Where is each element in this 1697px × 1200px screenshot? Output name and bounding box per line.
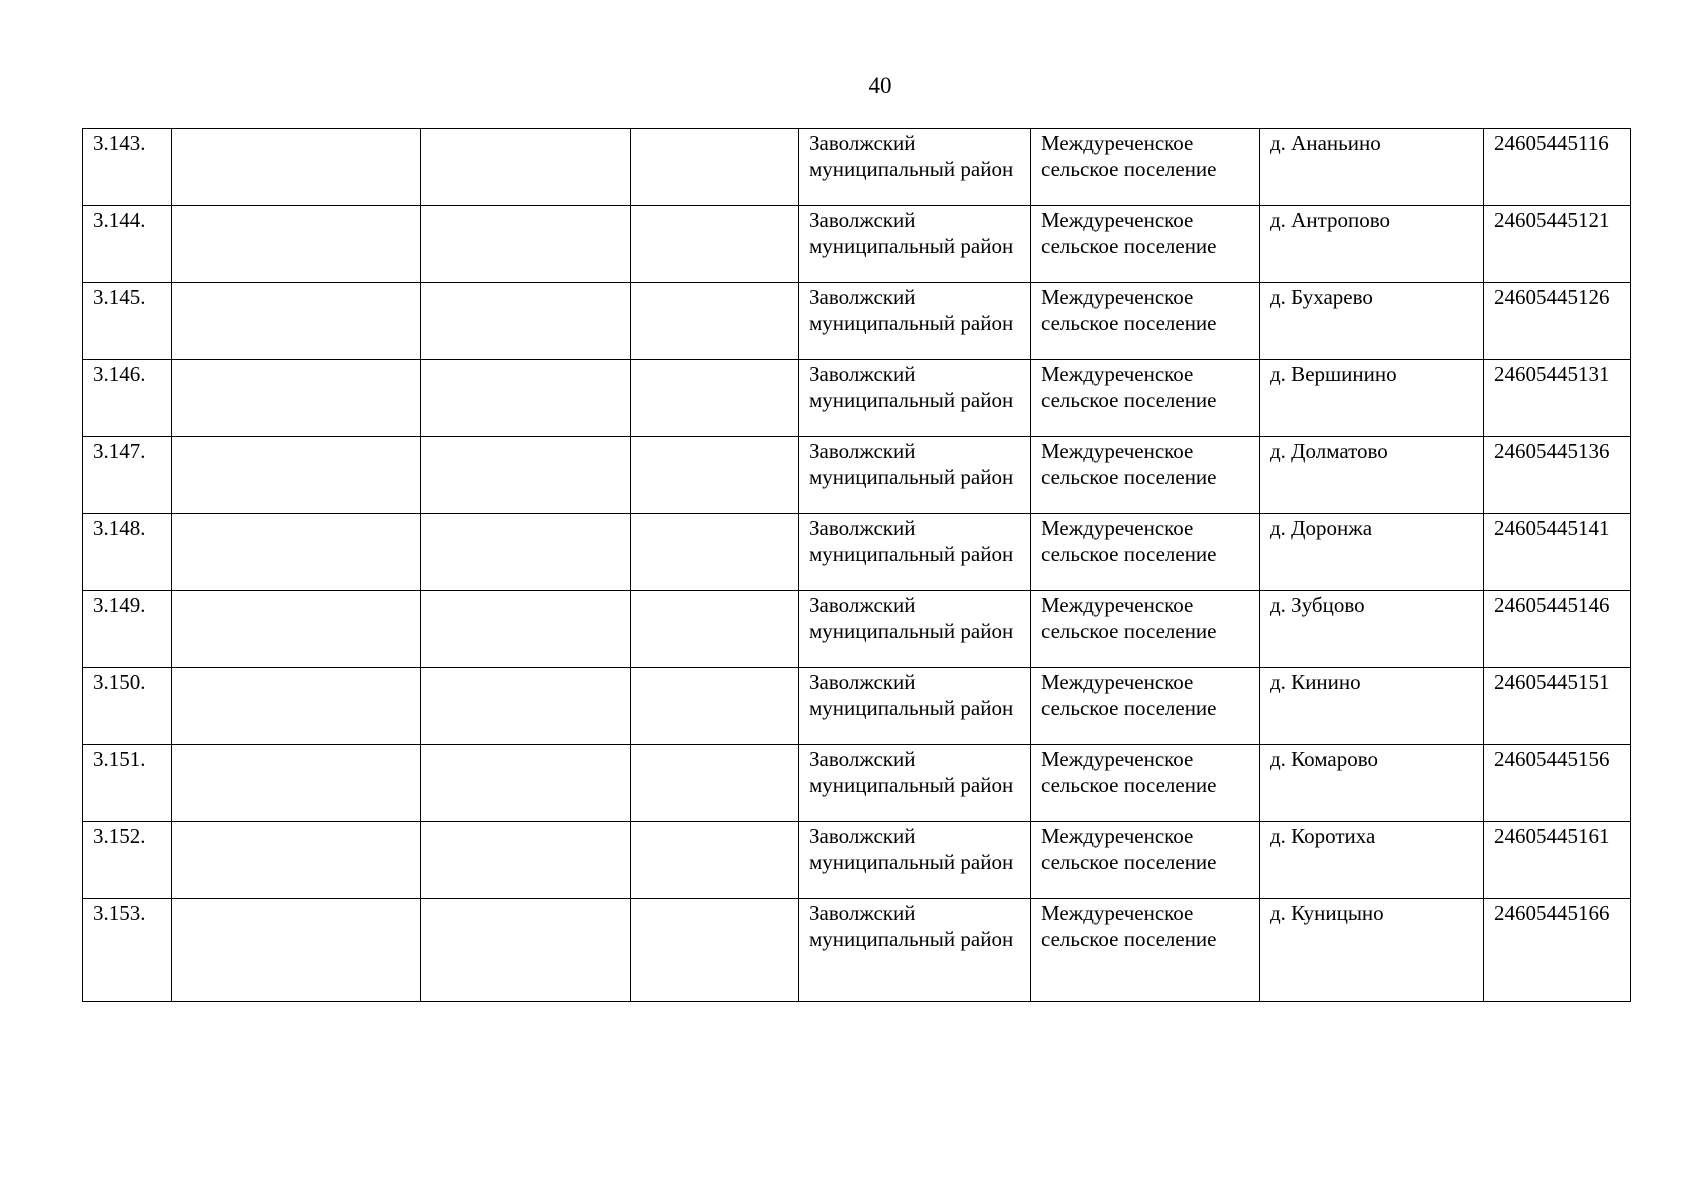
settlement-cell: Междуреченское сельское поселение — [1031, 206, 1260, 283]
settlement-cell: Междуреченское сельское поселение — [1031, 591, 1260, 668]
locality-cell: д. Кинино — [1260, 668, 1484, 745]
page-number: 40 — [868, 73, 892, 98]
locality-cell: д. Доронжа — [1260, 514, 1484, 591]
empty-cell — [631, 591, 799, 668]
empty-cell — [421, 129, 631, 206]
empty-cell — [421, 283, 631, 360]
district-cell: Заволжский муниципальный район — [799, 514, 1031, 591]
empty-cell — [172, 745, 421, 822]
code-cell: 24605445121 — [1484, 206, 1631, 283]
district-cell: Заволжский муниципальный район — [799, 206, 1031, 283]
code-cell: 24605445151 — [1484, 668, 1631, 745]
settlement-cell: Междуреченское сельское поселение — [1031, 822, 1260, 899]
empty-cell — [421, 591, 631, 668]
locality-cell: д. Антропово — [1260, 206, 1484, 283]
empty-cell — [631, 668, 799, 745]
empty-cell — [172, 899, 421, 1002]
table-row — [83, 283, 1631, 360]
code-cell: 24605445156 — [1484, 745, 1631, 822]
district-cell: Заволжский муниципальный район — [799, 283, 1031, 360]
settlement-cell: Междуреченское сельское поселение — [1031, 668, 1260, 745]
table-row — [83, 591, 1631, 668]
row-number: 3.153. — [83, 899, 172, 1002]
code-cell: 24605445146 — [1484, 591, 1631, 668]
empty-cell — [172, 437, 421, 514]
district-cell: Заволжский муниципальный район — [799, 899, 1031, 1002]
empty-cell — [421, 822, 631, 899]
empty-cell — [421, 437, 631, 514]
settlement-cell: Междуреченское сельское поселение — [1031, 360, 1260, 437]
row-number: 3.146. — [83, 360, 172, 437]
empty-cell — [421, 668, 631, 745]
settlement-cell: Междуреченское сельское поселение — [1031, 437, 1260, 514]
table-row — [83, 129, 1631, 206]
district-cell: Заволжский муниципальный район — [799, 822, 1031, 899]
code-cell: 24605445166 — [1484, 899, 1631, 1002]
settlement-cell: Междуреченское сельское поселение — [1031, 745, 1260, 822]
empty-cell — [631, 514, 799, 591]
empty-cell — [172, 360, 421, 437]
row-number: 3.152. — [83, 822, 172, 899]
table-row — [83, 206, 1631, 283]
empty-cell — [172, 591, 421, 668]
table-row — [83, 360, 1631, 437]
district-cell: Заволжский муниципальный район — [799, 437, 1031, 514]
table-row — [83, 822, 1631, 899]
code-cell: 24605445126 — [1484, 283, 1631, 360]
locality-cell: д. Бухарево — [1260, 283, 1484, 360]
empty-cell — [172, 514, 421, 591]
locality-cell: д. Ананьино — [1260, 129, 1484, 206]
empty-cell — [172, 129, 421, 206]
code-cell: 24605445116 — [1484, 129, 1631, 206]
empty-cell — [631, 283, 799, 360]
settlement-cell: Междуреченское сельское поселение — [1031, 514, 1260, 591]
settlement-cell: Междуреченское сельское поселение — [1031, 899, 1260, 1002]
row-number: 3.144. — [83, 206, 172, 283]
locality-cell: д. Коротиха — [1260, 822, 1484, 899]
row-number: 3.147. — [83, 437, 172, 514]
code-cell: 24605445141 — [1484, 514, 1631, 591]
district-cell: Заволжский муниципальный район — [799, 668, 1031, 745]
empty-cell — [172, 283, 421, 360]
table-row — [83, 899, 1631, 1002]
empty-cell — [172, 206, 421, 283]
empty-cell — [172, 668, 421, 745]
district-cell: Заволжский муниципальный район — [799, 129, 1031, 206]
table-row — [83, 668, 1631, 745]
locality-cell: д. Вершинино — [1260, 360, 1484, 437]
empty-cell — [631, 437, 799, 514]
table-row — [83, 437, 1631, 514]
district-cell: Заволжский муниципальный район — [799, 745, 1031, 822]
registry-table — [82, 128, 1631, 1002]
settlement-cell: Междуреченское сельское поселение — [1031, 283, 1260, 360]
empty-cell — [421, 899, 631, 1002]
empty-cell — [421, 514, 631, 591]
district-cell: Заволжский муниципальный район — [799, 591, 1031, 668]
locality-cell: д. Куницыно — [1260, 899, 1484, 1002]
row-number: 3.143. — [83, 129, 172, 206]
empty-cell — [631, 899, 799, 1002]
settlement-cell: Междуреченское сельское поселение — [1031, 129, 1260, 206]
empty-cell — [631, 822, 799, 899]
locality-cell: д. Комарово — [1260, 745, 1484, 822]
row-number: 3.150. — [83, 668, 172, 745]
empty-cell — [421, 360, 631, 437]
row-number: 3.149. — [83, 591, 172, 668]
empty-cell — [421, 206, 631, 283]
table-row — [83, 514, 1631, 591]
row-number: 3.145. — [83, 283, 172, 360]
row-number: 3.151. — [83, 745, 172, 822]
locality-cell: д. Зубцово — [1260, 591, 1484, 668]
empty-cell — [631, 206, 799, 283]
code-cell: 24605445161 — [1484, 822, 1631, 899]
locality-cell: д. Долматово — [1260, 437, 1484, 514]
table-row — [83, 745, 1631, 822]
empty-cell — [631, 745, 799, 822]
empty-cell — [172, 822, 421, 899]
code-cell: 24605445136 — [1484, 437, 1631, 514]
empty-cell — [631, 129, 799, 206]
empty-cell — [631, 360, 799, 437]
row-number: 3.148. — [83, 514, 172, 591]
code-cell: 24605445131 — [1484, 360, 1631, 437]
empty-cell — [421, 745, 631, 822]
district-cell: Заволжский муниципальный район — [799, 360, 1031, 437]
